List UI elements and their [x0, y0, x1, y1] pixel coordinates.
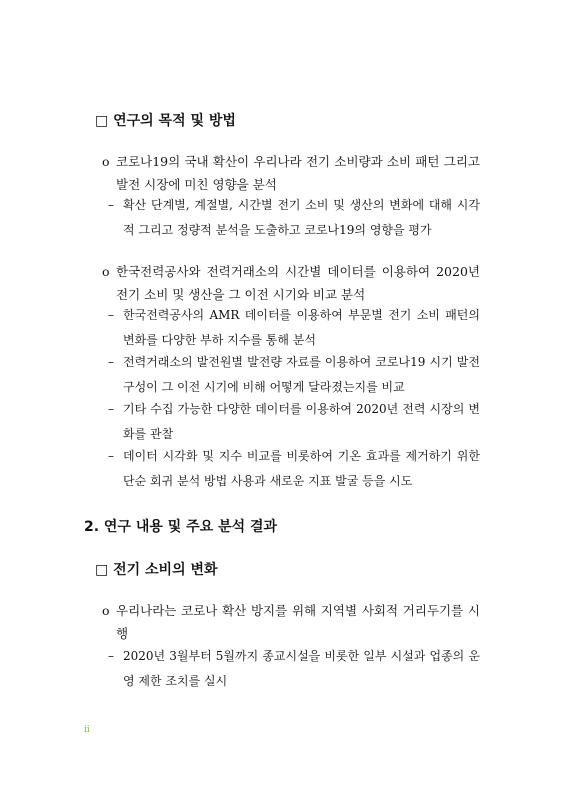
- dash-mark: –: [108, 308, 114, 322]
- bullet-item: [102, 150, 480, 196]
- bullet-mark: ο: [102, 264, 110, 279]
- page-number: ii: [84, 725, 90, 735]
- section-title-research-results: 2. 연구 내용 및 주요 분석 결과: [84, 519, 278, 535]
- bullet-mark: ο: [102, 603, 110, 618]
- dash-item: [108, 303, 480, 352]
- bullet-text: 코로나19의 국내 확산이 우리나라 전기 소비량과 소비 패턴 그리고 발전 시장에 미친 영향을 분석: [116, 154, 480, 192]
- dash-text: 2020년 3월부터 5월까지 종교시설을 비롯한 일부 시설과 업종의 운영 제한 조치를 실시: [123, 649, 480, 688]
- dash-text: 기타 수집 가능한 다양한 데이터를 이용하여 2020년 전력 시장의 변화를 관찰: [123, 402, 480, 441]
- dash-text: 한국전력공사의 AMR 데이터를 이용하여 부문별 전기 소비 패턴의 변화를 다양한 부하 지수를 통해 분석: [123, 308, 480, 347]
- dash-item: [108, 350, 480, 399]
- dash-mark: –: [108, 355, 114, 369]
- dash-item: [108, 397, 480, 446]
- dash-text: 데이터 시각화 및 지수 비교를 비롯하여 기온 효과를 제거하기 위한 단순 회귀 분석 방법 사용과 새로운 지표 발굴 등을 시도: [123, 449, 480, 488]
- dash-text: 전력거래소의 발전원별 발전량 자료를 이용하여 코로나19 시기 발전 구성이 그 이전 시기에 비해 어떻게 달라졌는지를 비교: [123, 355, 480, 394]
- dash-item: [108, 444, 480, 493]
- dash-mark: –: [108, 449, 114, 463]
- bullet-text: 한국전력공사와 전력거래소의 시간별 데이터를 이용하여 2020년 전기 소비 및 생산을 그 이전 시기와 비교 분석: [116, 264, 480, 302]
- bullet-mark: ο: [102, 154, 110, 169]
- bullet-text: 우리나라는 코로나 확산 방지를 위해 지역별 사회적 거리두기를 시행: [116, 603, 480, 641]
- bullet-item: [102, 599, 480, 645]
- dash-mark: –: [108, 649, 114, 663]
- dash-text: 확산 단계별, 계절별, 시간별 전기 소비 및 생산의 변화에 대해 시각적 그리고 정량적 분석을 도출하고 코로나19의 영향을 평가: [123, 198, 480, 237]
- dash-item: [108, 193, 480, 242]
- bullet-item: [102, 260, 480, 306]
- section-heading-electricity-consumption: □ 전기 소비의 변화: [95, 562, 218, 578]
- dash-item: [108, 644, 480, 693]
- section-heading-research-purpose: □ 연구의 목적 및 방법: [95, 113, 236, 129]
- dash-mark: –: [108, 198, 114, 212]
- dash-mark: –: [108, 402, 114, 416]
